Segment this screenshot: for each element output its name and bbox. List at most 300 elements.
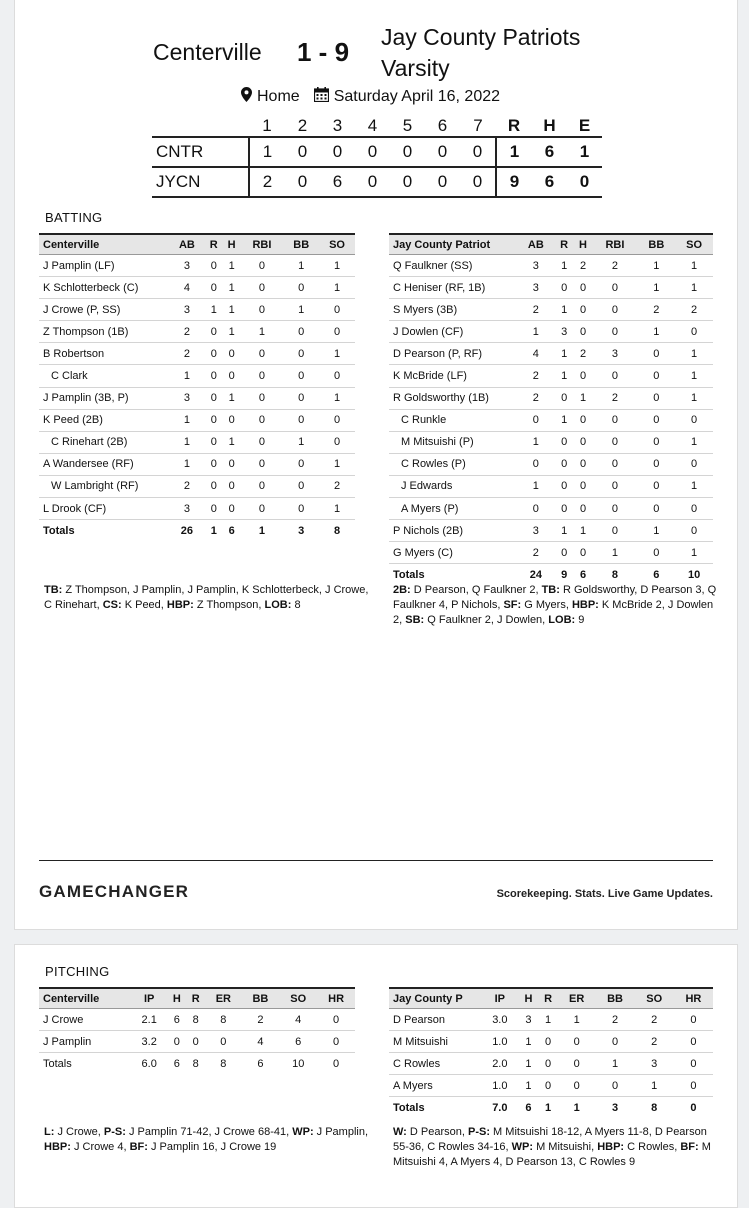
player-row [39, 431, 355, 453]
stat-cell: 0 [592, 277, 637, 299]
linescore-col-header: 3 [332, 115, 343, 135]
totals-cell: 9 [561, 568, 568, 581]
game-date: Saturday April 16, 2022 [333, 88, 501, 105]
player-row [39, 321, 355, 343]
totals-cell: 10 [687, 568, 701, 581]
stat-cell: 0 [517, 409, 555, 431]
player-row [389, 1053, 713, 1075]
gamechanger-logo: GAMECHANGER [39, 882, 190, 901]
game-info [241, 87, 500, 107]
box-col-header: BB [283, 234, 319, 255]
stat-cell: 0 [595, 1031, 634, 1053]
stat-cell: 1 [205, 299, 223, 321]
stat-cell: 0 [241, 475, 284, 497]
stat-cell: 0 [592, 431, 637, 453]
stat-cell: 1 [675, 387, 713, 409]
player-row [39, 409, 355, 431]
stat-cell: 4 [169, 277, 205, 299]
stat-cell: 0 [637, 365, 675, 387]
stat-cell: 1 [241, 321, 284, 343]
stat-cell: 0 [675, 520, 713, 542]
player-row [39, 277, 355, 299]
stat-cell: 0 [574, 498, 593, 520]
stat-cell: 1 [637, 520, 675, 542]
box-header-row [39, 234, 355, 255]
player-row [39, 387, 355, 409]
stat-cell: 0 [205, 409, 223, 431]
box-col-header: SO [319, 234, 355, 255]
stat-cell: 1 [675, 431, 713, 453]
totals-cell: 6 [579, 568, 587, 581]
linescore-team: CNTR [152, 137, 249, 167]
linescore-cell: 0 [355, 167, 390, 197]
linescore-cell: 2 [249, 167, 285, 197]
stat-cell: 1 [675, 542, 713, 564]
stat-cell: 3 [592, 343, 637, 365]
linescore-cell: 9 [496, 167, 532, 197]
stat-cell: 0 [592, 498, 637, 520]
stat-cell: 0 [517, 453, 555, 475]
stat-cell: 4 [517, 343, 555, 365]
linescore-col-header: 6 [437, 115, 448, 135]
stat-cell: 0 [574, 277, 593, 299]
totals-cell: 7.0 [492, 1101, 508, 1114]
player-name: K McBride (LF) [389, 365, 517, 387]
stat-cell: 1 [635, 1075, 674, 1097]
linescore-cell: 0 [460, 167, 496, 197]
player-name: J Pamplin [39, 1031, 131, 1053]
player-name: K Schlotterbeck (C) [39, 277, 169, 299]
stat-cell: 3.0 [481, 1009, 519, 1031]
linescore-team: JYCN [152, 167, 249, 197]
stat-cell: 1 [555, 255, 574, 277]
footer-divider [39, 860, 713, 861]
player-name: J Crowe [39, 1009, 131, 1031]
stat-cell: 0 [675, 321, 713, 343]
player-row [389, 1031, 713, 1053]
linescore-cell: 0 [285, 137, 320, 167]
stat-cell: 1 [519, 1031, 539, 1053]
stat-cell: 0 [637, 409, 675, 431]
player-name: R Goldsworthy (1B) [389, 387, 517, 409]
linescore-team-header [152, 115, 249, 137]
stat-cell: 2 [517, 387, 555, 409]
box-team-header: Centerville [39, 988, 131, 1009]
player-row [39, 299, 355, 321]
totals-cell: 1 [258, 524, 266, 537]
player-name: B Robertson [39, 343, 169, 365]
linescore-cell: 6 [532, 167, 567, 197]
stat-cell: 0 [558, 1053, 596, 1075]
linescore-cell: 0 [460, 137, 496, 167]
box-header-row [389, 234, 713, 255]
stat-cell: 0 [283, 453, 319, 475]
stat-cell: 0 [205, 365, 223, 387]
box-col-header: RBI [241, 234, 284, 255]
stat-cell: 0 [675, 409, 713, 431]
totals-cell: 6 [525, 1101, 532, 1114]
stat-cell: 0 [283, 321, 319, 343]
player-row [39, 1031, 355, 1053]
stat-cell: 0 [574, 542, 593, 564]
box-col-header: H [167, 988, 186, 1009]
linescore-cell: 0 [567, 167, 602, 197]
totals-cell: 10 [292, 1057, 305, 1070]
stat-cell: 0 [241, 431, 284, 453]
stat-cell: 0 [319, 299, 355, 321]
stat-cell: 0 [637, 387, 675, 409]
stat-cell: 1 [169, 409, 205, 431]
stat-cell: 0 [538, 1075, 558, 1097]
stat-cell: 1 [637, 277, 675, 299]
stat-cell: 0 [317, 1031, 355, 1053]
home-team-name: Centerville [153, 39, 262, 65]
box-col-header: H [519, 988, 539, 1009]
stat-cell: 2 [574, 255, 593, 277]
stat-cell: 1 [319, 498, 355, 520]
home-pitching-table [39, 987, 355, 1074]
linescore-col-header: 4 [367, 115, 378, 135]
stat-cell: 1 [169, 453, 205, 475]
box-col-header: SO [279, 988, 317, 1009]
box-team-header: Centerville [39, 234, 169, 255]
stat-cell: 0 [205, 321, 223, 343]
player-name: S Myers (3B) [389, 299, 517, 321]
player-name: P Nichols (2B) [389, 520, 517, 542]
totals-cell: 3 [611, 1101, 619, 1114]
stat-cell: 0 [319, 365, 355, 387]
player-name: D Pearson (P, RF) [389, 343, 517, 365]
player-name: J Dowlen (CF) [389, 321, 517, 343]
stat-cell: 1 [555, 365, 574, 387]
stat-cell: 0 [555, 453, 574, 475]
stat-cell: 2 [574, 343, 593, 365]
stat-cell: 0 [558, 1075, 596, 1097]
player-name: J Edwards [389, 475, 517, 497]
pitching-section-title: PITCHING [45, 964, 110, 979]
stat-cell: 1 [555, 520, 574, 542]
totals-cell: 6 [228, 524, 235, 537]
player-row [389, 453, 713, 475]
stat-cell: 2 [675, 299, 713, 321]
stat-cell: 0 [241, 453, 284, 475]
stat-cell: 0 [283, 475, 319, 497]
player-row [389, 1009, 713, 1031]
stat-cell: 1.0 [481, 1031, 519, 1053]
stat-cell: 0 [319, 409, 355, 431]
stat-cell: 1 [675, 277, 713, 299]
totals-cell: 1 [210, 524, 217, 537]
stat-cell: 3 [517, 277, 555, 299]
totals-cell: 6 [257, 1057, 264, 1070]
stat-cell: 8 [186, 1009, 205, 1031]
stat-cell: 0 [574, 453, 593, 475]
stat-cell: 0 [223, 365, 241, 387]
stat-cell: 0 [205, 453, 223, 475]
box-col-header: SO [635, 988, 674, 1009]
box-header-row [39, 988, 355, 1009]
player-name: J Pamplin (3B, P) [39, 387, 169, 409]
player-row [389, 365, 713, 387]
totals-cell: 6 [653, 568, 660, 581]
stat-cell: 0 [186, 1031, 205, 1053]
box-col-header: BB [637, 234, 675, 255]
stat-cell: 0 [574, 321, 593, 343]
linescore-cell: 1 [496, 137, 532, 167]
player-row [389, 299, 713, 321]
player-name: A Wandersee (RF) [39, 453, 169, 475]
totals-cell: 8 [651, 1101, 658, 1114]
stat-cell: 2 [635, 1009, 674, 1031]
stat-cell: 0 [574, 475, 593, 497]
totals-cell: 3 [298, 524, 305, 537]
stat-cell: 0 [241, 299, 284, 321]
stat-cell: 0 [637, 542, 675, 564]
away-team-line2: Varsity [381, 55, 450, 81]
linescore-row [152, 167, 602, 197]
player-name: C Clark [39, 365, 169, 387]
stat-cell: 0 [637, 453, 675, 475]
player-row [389, 431, 713, 453]
away-pitching-table [389, 987, 713, 1118]
player-name: G Myers (C) [389, 542, 517, 564]
stat-cell: 3 [169, 498, 205, 520]
box-col-header: R [186, 988, 205, 1009]
linescore-col-header: 5 [402, 115, 413, 135]
stat-cell: 0 [538, 1031, 558, 1053]
stat-cell: 0 [283, 409, 319, 431]
totals-cell: 8 [192, 1057, 199, 1070]
player-row [389, 409, 713, 431]
linescore-cell: 1 [567, 137, 602, 167]
stat-cell: 2 [169, 321, 205, 343]
totals-label: Totals [43, 1057, 72, 1070]
stat-cell: 1 [517, 321, 555, 343]
stat-cell: 0 [223, 343, 241, 365]
stat-cell: 0 [637, 498, 675, 520]
player-name: J Pamplin (LF) [39, 255, 169, 277]
box-col-header: SO [675, 234, 713, 255]
away-batting-notes: 2B: D Pearson, Q Faulkner 2, TB: R Goldsworthy, D Pearson 3, Q Faulkner 4, P Nichols, SF: G Myers, HBP: K McBride 2, J Dowlen 2, SB: Q Faulkner 2, J Dowlen, LOB: 9 [393, 584, 717, 626]
home-batting-table [39, 233, 355, 541]
box-col-header: R [538, 988, 558, 1009]
stat-cell: 0 [241, 387, 284, 409]
player-name: J Crowe (P, SS) [39, 299, 169, 321]
box-col-header: RBI [592, 234, 637, 255]
stat-cell: 0 [674, 1075, 713, 1097]
stat-cell: 0 [241, 343, 284, 365]
stat-cell: 1 [555, 343, 574, 365]
player-row [39, 453, 355, 475]
home-batting-notes: TB: Z Thompson, J Pamplin, J Pamplin, K Schlotterbeck, J Crowe, C Rinehart, CS: K Peed, HBP: Z Thompson, LOB: 8 [44, 584, 369, 611]
stat-cell: 0 [317, 1009, 355, 1031]
stat-cell: 2 [517, 299, 555, 321]
stat-cell: 0 [592, 520, 637, 542]
player-row [39, 343, 355, 365]
linescore-cell: 0 [285, 167, 320, 197]
linescore-row [152, 137, 602, 167]
player-name: A Myers (P) [389, 498, 517, 520]
player-row [39, 1009, 355, 1031]
totals-cell: 8 [611, 568, 619, 581]
stat-cell: 1 [574, 387, 593, 409]
stat-cell: 1 [558, 1009, 596, 1031]
box-col-header: ER [205, 988, 241, 1009]
final-score: 1 - 9 [297, 37, 350, 67]
stat-cell: 0 [223, 409, 241, 431]
stat-cell: 1 [592, 542, 637, 564]
totals-cell: 0 [333, 1057, 340, 1070]
stat-cell: 2.0 [481, 1053, 519, 1075]
linescore-cell: 6 [320, 167, 355, 197]
stat-cell: 0 [574, 299, 593, 321]
stat-cell: 0 [241, 409, 284, 431]
stat-cell: 2.1 [131, 1009, 167, 1031]
player-row [389, 498, 713, 520]
stat-cell: 0 [319, 321, 355, 343]
totals-cell: 26 [180, 524, 194, 537]
stat-cell: 1 [223, 299, 241, 321]
stat-cell: 0 [205, 255, 223, 277]
stat-cell: 0 [283, 365, 319, 387]
boxscore-card [14, 0, 738, 930]
stat-cell: 0 [595, 1075, 634, 1097]
stat-cell: 1 [637, 321, 675, 343]
stat-cell: 8 [205, 1009, 241, 1031]
box-team-header: Jay County P [389, 988, 481, 1009]
linescore-cell: 0 [390, 167, 425, 197]
stat-cell: 1 [319, 387, 355, 409]
stat-cell: 1 [223, 387, 241, 409]
stat-cell: 0 [205, 475, 223, 497]
stat-cell: 1 [283, 299, 319, 321]
stat-cell: 4 [279, 1009, 317, 1031]
box-col-header: R [205, 234, 223, 255]
box-col-header: H [223, 234, 241, 255]
stat-cell: 0 [592, 299, 637, 321]
stat-cell: 0 [574, 365, 593, 387]
stat-cell: 2 [635, 1031, 674, 1053]
home-pitching-notes: L: J Crowe, P-S: J Pamplin 71-42, J Crowe 68-41, WP: J Pamplin, HBP: J Crowe 4, BF: J Pamplin 16, J Crowe 19 [44, 1126, 369, 1153]
stat-cell: 2 [592, 387, 637, 409]
stat-cell: 3 [169, 255, 205, 277]
stat-cell: 0 [674, 1031, 713, 1053]
linescore-cell: 0 [355, 137, 390, 167]
player-row [389, 520, 713, 542]
stat-cell: 1 [675, 255, 713, 277]
player-name: C Rowles [389, 1053, 481, 1075]
stat-cell: 0 [205, 277, 223, 299]
player-row [39, 475, 355, 497]
player-row [389, 542, 713, 564]
stat-cell: 1 [319, 343, 355, 365]
player-name: D Pearson [389, 1009, 481, 1031]
totals-row [39, 1053, 355, 1075]
box-col-header: HR [317, 988, 355, 1009]
totals-label: Totals [393, 568, 425, 581]
box-col-header: AB [169, 234, 205, 255]
stat-cell: 0 [241, 255, 284, 277]
stat-cell: 0 [223, 475, 241, 497]
stat-cell: 1.0 [481, 1075, 519, 1097]
player-name: C Rowles (P) [389, 453, 517, 475]
stat-cell: 0 [674, 1009, 713, 1031]
linescore-col-header: 7 [473, 115, 483, 135]
pitching-card [14, 944, 738, 1208]
linescore-cell: 0 [390, 137, 425, 167]
linescore-col-header: 1 [262, 115, 272, 135]
totals-cell: 24 [529, 568, 542, 581]
player-row [39, 255, 355, 277]
stat-cell: 6 [279, 1031, 317, 1053]
box-col-header: IP [481, 988, 519, 1009]
stat-cell: 0 [223, 498, 241, 520]
stat-cell: 0 [319, 431, 355, 453]
stat-cell: 3 [635, 1053, 674, 1075]
stat-cell: 0 [167, 1031, 186, 1053]
stat-cell: 3 [517, 520, 555, 542]
box-col-header: H [574, 234, 593, 255]
player-name: M Mitsuishi [389, 1031, 481, 1053]
player-row [389, 475, 713, 497]
linescore-header-row [152, 115, 602, 137]
player-name: C Runkle [389, 409, 517, 431]
box-col-header: R [555, 234, 574, 255]
player-row [39, 498, 355, 520]
box-header-row [389, 988, 713, 1009]
stat-cell: 0 [637, 475, 675, 497]
stat-cell: 0 [555, 387, 574, 409]
linescore-col-header: H [543, 115, 556, 135]
totals-label: Totals [393, 1101, 425, 1114]
totals-cell: 8 [220, 1057, 227, 1070]
player-row [389, 387, 713, 409]
stat-cell: 0 [283, 387, 319, 409]
player-row [389, 343, 713, 365]
away-team-line1: Jay County Patriots [381, 24, 581, 50]
away-batting-table [389, 233, 713, 585]
stat-cell: 0 [517, 498, 555, 520]
stat-cell: 0 [538, 1053, 558, 1075]
player-row [389, 255, 713, 277]
totals-cell: 6.0 [141, 1057, 157, 1070]
location-pin-icon [241, 87, 252, 107]
stat-cell: 6 [167, 1009, 186, 1031]
stat-cell: 1 [519, 1053, 539, 1075]
stat-cell: 1 [538, 1009, 558, 1031]
player-name: C Heniser (RF, 1B) [389, 277, 517, 299]
stat-cell: 1 [519, 1075, 539, 1097]
stat-cell: 1 [283, 255, 319, 277]
away-pitching-notes: W: D Pearson, P-S: M Mitsuishi 18-12, A Myers 11-8, D Pearson 55-36, C Rowles 34-16, WP: M Mitsuishi, HBP: C Rowles, BF: M Mitsuishi 4, A Myers 4, D Pearson 13, C Rowles 9 [393, 1126, 711, 1168]
score-header [15, 22, 737, 82]
box-col-header: ER [558, 988, 596, 1009]
calendar-icon [314, 87, 329, 107]
stat-cell: 0 [205, 431, 223, 453]
stat-cell: 0 [555, 431, 574, 453]
stat-cell: 0 [283, 277, 319, 299]
stat-cell: 1 [169, 431, 205, 453]
stat-cell: 0 [205, 498, 223, 520]
stat-cell: 0 [241, 365, 284, 387]
stat-cell: 2 [592, 255, 637, 277]
linescore-col-header: 2 [297, 115, 308, 135]
stat-cell: 0 [555, 542, 574, 564]
stat-cell: 1 [675, 343, 713, 365]
linescore-table [152, 115, 602, 198]
totals-cell: 1 [573, 1101, 580, 1114]
stat-cell: 3 [517, 255, 555, 277]
